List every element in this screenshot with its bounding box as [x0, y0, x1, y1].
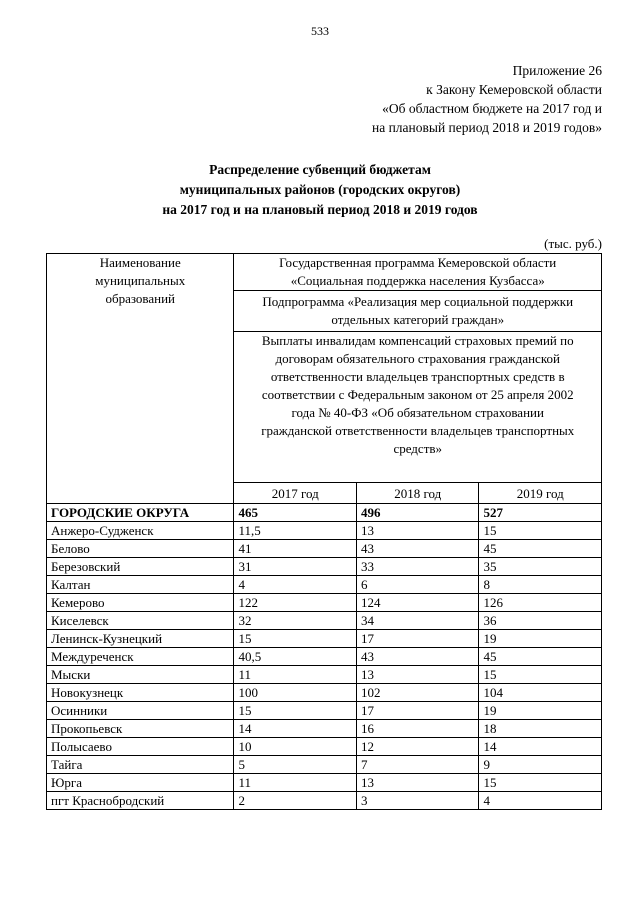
value-2017-cell: 32: [234, 612, 356, 630]
value-2019-cell: 36: [479, 612, 602, 630]
header-line: средств»: [393, 441, 443, 456]
value-2019-cell: 19: [479, 702, 602, 720]
appendix-line: к Закону Кемеровской области: [426, 82, 602, 97]
value-2018-cell: 34: [356, 612, 478, 630]
header-line: Государственная программа Кемеровской области: [279, 255, 557, 270]
appendix-line: «Об областном бюджете на 2017 год и: [382, 101, 602, 116]
value-2017-cell: 15: [234, 630, 356, 648]
header-line: ответственности владельцев транспортных средств в: [270, 369, 565, 384]
header-line: «Социальная поддержка населения Кузбасса»: [290, 273, 545, 288]
municipality-header: [47, 254, 234, 504]
municipality-cell: Тайга: [47, 756, 234, 774]
table-row: [47, 612, 602, 630]
header-line: Наименование: [99, 255, 181, 270]
value-2019-cell: 527: [479, 504, 602, 522]
value-2019-cell: 15: [479, 522, 602, 540]
value-2018-cell: 33: [356, 558, 478, 576]
municipality-cell: Кемерово: [47, 594, 234, 612]
table-row: [47, 720, 602, 738]
value-2019-cell: 45: [479, 540, 602, 558]
municipality-cell: Ленинск-Кузнецкий: [47, 630, 234, 648]
header-row-program: [47, 254, 602, 291]
appendix-reference: [372, 61, 602, 137]
value-2018-cell: 496: [356, 504, 478, 522]
header-line: образований: [105, 291, 176, 306]
header-line: гражданской ответственности владельцев транспортных: [261, 423, 575, 438]
value-2017-cell: 465: [234, 504, 356, 522]
program-header: [234, 254, 602, 291]
value-2019-cell: 35: [479, 558, 602, 576]
municipality-cell: Осинники: [47, 702, 234, 720]
value-2018-cell: 6: [356, 576, 478, 594]
value-2018-cell: 13: [356, 774, 478, 792]
table-row: [47, 666, 602, 684]
value-2018-cell: 43: [356, 648, 478, 666]
table-row: [47, 756, 602, 774]
table-row: [47, 522, 602, 540]
municipality-cell: Мыски: [47, 666, 234, 684]
value-2018-cell: 17: [356, 630, 478, 648]
value-2017-cell: 2: [234, 792, 356, 810]
value-2019-cell: 18: [479, 720, 602, 738]
year-header-2017: 2017 год: [234, 483, 356, 504]
value-2017-cell: 11: [234, 774, 356, 792]
header-line: Выплаты инвалидам компенсаций страховых премий по: [261, 333, 574, 348]
value-2017-cell: 4: [234, 576, 356, 594]
value-2019-cell: 45: [479, 648, 602, 666]
municipality-cell: пгт Краснобродский: [47, 792, 234, 810]
table-row: [47, 630, 602, 648]
value-2018-cell: 7: [356, 756, 478, 774]
appendix-line: Приложение 26: [512, 63, 602, 78]
value-2019-cell: 19: [479, 630, 602, 648]
value-2019-cell: 4: [479, 792, 602, 810]
value-2017-cell: 100: [234, 684, 356, 702]
year-header-2019: 2019 год: [479, 483, 602, 504]
value-2019-cell: 9: [479, 756, 602, 774]
payment-header: [234, 332, 602, 483]
year-header-2018: 2018 год: [356, 483, 478, 504]
subprogram-header: [234, 291, 602, 332]
municipality-cell: Юрга: [47, 774, 234, 792]
value-2017-cell: 40,5: [234, 648, 356, 666]
value-2017-cell: 11,5: [234, 522, 356, 540]
municipality-cell: Новокузнецк: [47, 684, 234, 702]
municipality-cell: Полысаево: [47, 738, 234, 756]
header-line: соответствии с Федеральным законом от 25 апреля 2002: [261, 387, 574, 402]
municipality-cell: Березовский: [47, 558, 234, 576]
table-row: [47, 702, 602, 720]
table-row: [47, 540, 602, 558]
value-2017-cell: 11: [234, 666, 356, 684]
value-2018-cell: 43: [356, 540, 478, 558]
municipality-cell: Киселевск: [47, 612, 234, 630]
value-2017-cell: 10: [234, 738, 356, 756]
municipality-cell: Белово: [47, 540, 234, 558]
header-line: договорам обязательного страхования гражданской: [275, 351, 560, 366]
table-row: [47, 792, 602, 810]
document-title: [0, 160, 640, 220]
title-line: на 2017 год и на плановый период 2018 и 2019 годов: [162, 202, 478, 217]
value-2018-cell: 102: [356, 684, 478, 702]
municipality-cell: Прокопьевск: [47, 720, 234, 738]
table-row: [47, 684, 602, 702]
table-row: [47, 576, 602, 594]
value-2018-cell: 13: [356, 522, 478, 540]
title-line: Распределение субвенций бюджетам: [209, 162, 431, 177]
value-2019-cell: 14: [479, 738, 602, 756]
appendix-line: на плановый период 2018 и 2019 годов»: [371, 120, 602, 135]
value-2018-cell: 3: [356, 792, 478, 810]
value-2018-cell: 17: [356, 702, 478, 720]
value-2019-cell: 15: [479, 774, 602, 792]
header-line: отдельных категорий граждан»: [331, 312, 505, 327]
header-line: Подпрограмма «Реализация мер социальной поддержки: [262, 294, 574, 309]
table-row: [47, 558, 602, 576]
header-line: года № 40-ФЗ «Об обязательном страховании: [291, 405, 544, 420]
value-2017-cell: 14: [234, 720, 356, 738]
municipality-cell: Анжеро-Судженск: [47, 522, 234, 540]
total-row: [47, 504, 602, 522]
value-2017-cell: 41: [234, 540, 356, 558]
table-row: [47, 648, 602, 666]
value-2017-cell: 15: [234, 702, 356, 720]
table-row: [47, 594, 602, 612]
table-row: [47, 774, 602, 792]
units-label: (тыс. руб.): [544, 236, 602, 251]
municipality-cell: ГОРОДСКИЕ ОКРУГА: [47, 504, 234, 522]
value-2019-cell: 104: [479, 684, 602, 702]
table-row: [47, 738, 602, 756]
value-2017-cell: 5: [234, 756, 356, 774]
title-line: муниципальных районов (городских округов): [179, 182, 461, 197]
value-2018-cell: 13: [356, 666, 478, 684]
value-2018-cell: 124: [356, 594, 478, 612]
municipality-cell: Междуреченск: [47, 648, 234, 666]
value-2019-cell: 8: [479, 576, 602, 594]
value-2017-cell: 31: [234, 558, 356, 576]
value-2019-cell: 126: [479, 594, 602, 612]
value-2019-cell: 15: [479, 666, 602, 684]
value-2018-cell: 16: [356, 720, 478, 738]
header-line: муниципальных: [95, 273, 186, 288]
value-2017-cell: 122: [234, 594, 356, 612]
value-2018-cell: 12: [356, 738, 478, 756]
page-number: 533: [311, 24, 329, 38]
municipality-cell: Калтан: [47, 576, 234, 594]
subsidy-table: [46, 253, 602, 810]
